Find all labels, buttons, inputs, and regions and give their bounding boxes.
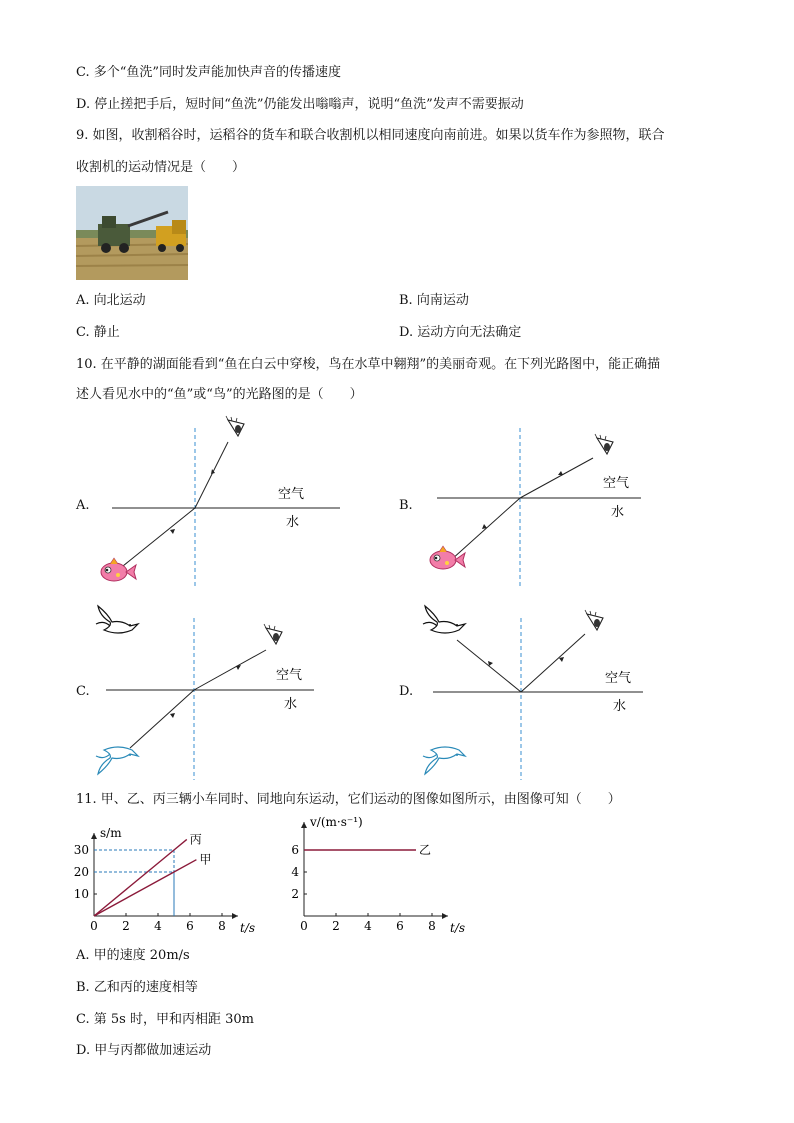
- q10-diagram-d: [415, 600, 675, 785]
- q9-stem-line2: 收割机的运动情况是（ ）: [76, 160, 246, 175]
- x-tick-label: 2: [332, 919, 340, 933]
- x-tick-label: 4: [364, 919, 372, 933]
- q8-option-c: C. 多个“鱼洗”同时发声能加快声音的传播速度: [76, 65, 342, 80]
- x-tick-label: 6: [186, 919, 194, 933]
- q9-option-b: B. 向南运动: [399, 293, 469, 308]
- y-tick-label: 10: [73, 887, 89, 901]
- x-tick-label: 0: [90, 919, 98, 933]
- water-label: 水: [611, 505, 625, 520]
- x-tick-label: 2: [122, 919, 130, 933]
- q11-option-d: D. 甲与丙都做加速运动: [76, 1043, 212, 1058]
- q11-option-b: B. 乙和丙的速度相等: [76, 980, 198, 995]
- x-tick-label: 0: [300, 919, 308, 933]
- q11-option-a: A. 甲的速度 20m/s: [76, 948, 190, 963]
- q8-option-d: D. 停止搓把手后，短时间“鱼洗”仍能发出嗡嗡声，说明“鱼洗”发声不需要振动: [76, 97, 524, 112]
- q10-label-a: A.: [76, 498, 90, 513]
- water-label: 水: [284, 697, 298, 712]
- x-axis-arrow: [442, 913, 448, 919]
- y-tick-label: 6: [291, 843, 299, 857]
- y-tick-label: 4: [291, 865, 299, 879]
- series-line-丙: [94, 839, 187, 916]
- y-axis-label: v/(m·s⁻¹): [310, 815, 363, 829]
- y-tick-label: 20: [73, 865, 89, 879]
- chart-v-t: [270, 815, 470, 940]
- y-axis-arrow: [91, 833, 97, 839]
- q10-stem-line1: 10. 在平静的湖面能看到“鱼在白云中穿梭，鸟在水草中翱翔”的美丽奇观。在下列光路图中，能正确描: [76, 357, 661, 372]
- air-label: 空气: [605, 671, 632, 686]
- x-axis-label: t/s: [240, 921, 256, 935]
- q10-label-b: B.: [399, 498, 413, 513]
- q11-option-c: C. 第 5s 时，甲和丙相距 30m: [76, 1012, 254, 1027]
- q9-stem-line1: 9. 如图，收割稻谷时，运稻谷的货车和联合收割机以相同速度向南前进。如果以货车作为参照物，联合: [76, 128, 665, 143]
- x-tick-label: 4: [154, 919, 162, 933]
- q9-option-d: D. 运动方向无法确定: [399, 325, 522, 340]
- q9-option-c: C. 静止: [76, 325, 120, 340]
- chart-s-t: [60, 815, 260, 940]
- harvester-photo: [76, 186, 188, 280]
- y-axis-label: s/m: [100, 826, 122, 840]
- air-label: 空气: [276, 668, 303, 683]
- y-axis-arrow: [301, 822, 307, 828]
- air-label: 空气: [603, 476, 630, 491]
- q10-diagram-a: [90, 410, 350, 590]
- water-label: 水: [286, 515, 300, 530]
- series-label: 乙: [419, 843, 432, 857]
- y-tick-label: 2: [291, 887, 299, 901]
- x-axis-arrow: [232, 913, 238, 919]
- q10-diagram-b: [415, 410, 675, 590]
- air-label: 空气: [278, 487, 305, 502]
- q10-label-d: D.: [399, 684, 414, 699]
- x-tick-label: 8: [218, 919, 226, 933]
- y-tick-label: 30: [73, 843, 89, 857]
- q10-stem-line2: 述人看见水中的“鱼”或“鸟”的光路图的是（ ）: [76, 387, 363, 402]
- q10-diagram-c: [90, 600, 350, 785]
- x-tick-label: 8: [428, 919, 436, 933]
- q10-label-c: C.: [76, 684, 90, 699]
- water-label: 水: [613, 699, 627, 714]
- series-line-甲: [94, 860, 196, 916]
- series-label: 丙: [189, 832, 202, 847]
- q9-option-a: A. 向北运动: [76, 293, 146, 308]
- series-label: 甲: [199, 852, 212, 867]
- x-tick-label: 6: [396, 919, 404, 933]
- x-axis-label: t/s: [450, 921, 466, 935]
- q11-stem: 11. 甲、乙、丙三辆小车同时、同地向东运动，它们运动的图像如图所示，由图像可知（ ）: [76, 792, 621, 807]
